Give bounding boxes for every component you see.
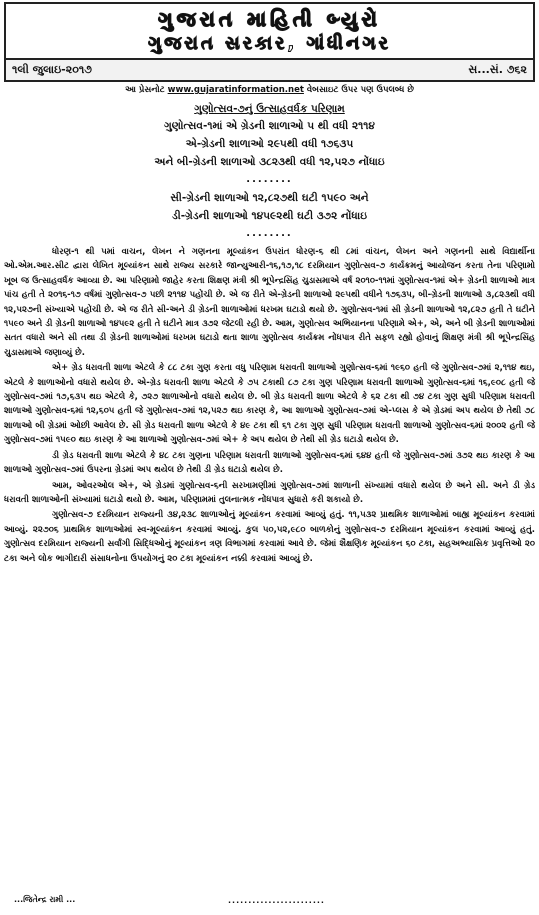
release-date: ૧લી જુલાઇ-૨૦૧૭ bbox=[12, 63, 92, 76]
body-paragraph: એ+ ગ્રેડ ધરાવતી શાળા એટલે કે ૮૮ ટકા ગુણ કરતા વધુ પરિણામ ધરાવતી શાળાઓ ગુણોત્સવ-૬માં ૧૯૬૦ હતી જે ગુણોત્સવ-૭માં ૨,૧૧૪ થઇ, એટલે કે શાળાઓનો વધારો થયેલ છે. એ-ગ્રેડ ધરાવતી શાળા એટલે કે ૭૫ ટકાથી ૮૭ ટકા ગુણ પરિણામ ધરાવતી શાળાઓ ગુણોત્સવ-૬માં ૧૬,૯૦૮ હતી જે ગુણોત્સવ-૭માં ૧૭,૬૩૫ થઇ એટલે કે, ૭૨૭ શાળાઓનો વધારો થયેલ છે. બી ગ્રેડ ધરાવતી શાળા એટલે કે ૬૨ ટકા થી ૭૪ ટકા ગુણ સુધી પરિણામ ધરાવતી શાળાઓ ગુણોત્સવ-૬માં ૧૨,૬૦૫ હતી જે ગુણોત્સવ-૭માં ૧૨,૫૨૭ થઇ કારણ કે, આ શાળાઓ ગુણોત્સવ-૭માં એ-પ્લસ કે એ ગ્રેડમાં અપ થયેલ છે તેથી ૭૮ શાળાઓ બી ગ્રેડમાં ઓછી આવેલ છે. સી ગ્રેડ ધરાવતી શાળા એટલે કે ૪૯ ટકા થી ૬૧ ટકા ગુણ સુધી પરિણામ ધરાવતી શાળાઓ ગુણોત્સવ-૬માં ૨૦૦૨ હતી જે ગુણોત્સવ-૭માં ૧૫૯૦ થઇ કારણ કે આ શાળાઓ ગુણોત્સવ-૭માં એ+ કે અપ થયેલ છે તેથી સી ગ્રેડ ઘટાડો થયેલ છે. bbox=[4, 363, 535, 446]
headline-line: એ-ગ્રેડની શાળાઓ ૨૯૫થી વધી ૧૭૬૩૫ bbox=[185, 138, 354, 150]
headline-main: ગુણોત્સવ-૭નું ઉત્સાહવર્ધક પરિણામ bbox=[194, 103, 345, 115]
website-notice-prefix: આ પ્રેસનોટ bbox=[125, 85, 165, 95]
headline-line: ગુણોત્સવ-૧માં એ ગ્રેડની શાળાઓ ૫ થી વધી ૨૧૧૪ bbox=[164, 120, 375, 132]
headline-line: સી-ગ્રેડની શાળાઓ ૧૨,૮૨૭થી ઘટી ૧૫૯૦ અને bbox=[170, 192, 369, 204]
website-notice-suffix: વેબસાઇટ ઉપર પણ ઉપલબ્ધ છે bbox=[306, 85, 414, 95]
date-bar bbox=[4, 60, 535, 82]
masthead-title: ગુજરાત માહિતી બ્યુરો bbox=[158, 7, 381, 31]
website-notice bbox=[4, 85, 535, 97]
signature: ...જિતેન્દ્ર રામી ... bbox=[14, 895, 76, 904]
headline-block bbox=[4, 101, 535, 243]
body-paragraph: ધોરણ-૧ થી ૫માં વાચન, લેખન ને ગણનના મૂલ્યાંકન ઉપરાંત ધોરણ-૬ થી ૮માં વાંચન, લેખન અને ગણનની સાથે વિદ્યાર્થીના ઓ.એમ.આર.સીટ દ્વારા લેખિત મૂલ્યાંકન સાથે રાજ્ય સરકારે જાન્યુઆરી-૧૬,૧૭,૧૮ દરમિયાન ગુણોત્સવ-૭ કાર્યક્રમનું આયોજન કરતા તેના પરિણામો ખૂબ જ ઉત્સાહવર્ધક આવ્યા છે. આ પરિણામો જાહેર કરતા શિક્ષણ મંત્રી શ્રી ભૂપેન્દ્રસિંહ ચુડાસમાએ વર્ષ ૨૦૧૦-૧૧માં ગુણોત્સવ-૧માં એ+ ગ્રેડની શાળાઓ માત્ર પાંચ હતી તે ૨૦૧૬-૧૭ વર્ષમાં ગુણોત્સવ-૭ પછી ૨૧૧૪ પહોંચી છે. એ જ રીતે એ-ગ્રેડની શાળાઓ ૨૯૫થી વધીને ૧૭૬૩૫, બી-ગ્રેડની શાળાઓ ૩,૮૨૩થી વધી ૧૨,૫૨૭ની સંખ્યાએ પહોંચી છે. એ જ રીતે સી-અને ડી ગ્રેડની શાળાઓમાં ધરખમ ઘટાડો થયો છે. ગુણોત્સવ-૧માં સી ગ્રેડની શાળાઓ ૧૨,૮૨૭ હતી તે ઘટીને ૧૫૯૦ અને ડી ગ્રેડની શાળાઓ ૧૪૫૯૨ હતી તે ઘટીને માત્ર ૩૭૨ જેટલી રહી છે. આમ, ગુણોત્સવ અભિયાનના પરિણામે એ+, એ, અને બી ગ્રેડની શાળાઓમાં સતત વધારો અને સી તથા ડી ગ્રેડની શાળાઓમાં ધરખમ ઘટાડો થતા શાળા ગુણોત્સવ કાર્યક્રમ નોંધપાત્ર રીતે સફળ રહ્યો હોવાનું શિક્ષણ મંત્રી શ્રી ભૂપેન્દ્રસિંહ ચુડાસમાએ જણાવ્યું છે. bbox=[4, 247, 535, 358]
masthead-subtitle: ગુજરાત સરકાર, ગાંધીનગર bbox=[148, 33, 391, 54]
body-paragraph: ગુણોત્સવ-૭ દરમિયાન રાજ્યની ૩૪,૨૩૮ શાળાઓનું મૂલ્યાંકન કરવામાં આવ્યું હતું. ૧૧,૫૩૨ પ્રાથમિક શાળાઓમાં બાહ્ય મૂલ્યાંકન કરવામાં આવ્યું. ૨૨૭૦૬ પ્રાથમિક શાળાઓમાં સ્વ-મૂલ્યાંકન કરવામાં આવ્યું. કુલ ૫૦,૫૨,૯૮૦ બાળકોનું ગુણોત્સવ-૭ દરમિયાન મૂલ્યાંકન કરવામાં આવ્યું હતું. ગુણોત્સવ દરમિયાન રાજ્યની સર્વાંગી સિદ્ધિઓનું મૂલ્યાંકન ત્રણ વિભાગમાં કરવામાં આવે છે. જેમાં શૈક્ષણિક મૂલ્યાંકન ૬૦ ટકા, સહઅભ્યાસિક પ્રવૃત્તિઓ ૨૦ ટકા અને લોક ભાગીદારી સંસાધનોના ઉપયોગનું ૨૦ ટકા મૂલ્યાંકન નક્કી કરવામાં આવ્યું છે. bbox=[4, 510, 535, 564]
body-paragraph: આમ, ઓવરઓલ એ+, એ ગ્રેડમાં ગુણોત્સવ-૬ની સરખામણીમાં ગુણોત્સવ-૭માં શાળાની સંખ્યામાં વધારો થયેલ છે અને સી. અને ડી ગ્રેડ ધરાવતી શાળાઓની સંખ્યામાં ઘટાડો થયો છે. આમ, પરિણામમાં તુલનાત્મક નોંધપાત્ર સુધારો કરી શકાયો છે. bbox=[4, 480, 535, 505]
footer-dots: ........................ bbox=[228, 896, 325, 905]
separator-dots: ........ bbox=[246, 174, 293, 185]
headline-line: ડી-ગ્રેડની શાળાઓ ૧૪૫૯૨થી ઘટી ૩૭૨ નોંધાઇ bbox=[172, 210, 367, 222]
body-paragraph: ડી ગ્રેડ ધરાવતી શાળા એટલે કે ૪૮ ટકા ગુણના પરિણામ ધરાવતી શાળાઓ ગુણોત્સવ-૬માં ૬૪૪ હતી જે ગુણોત્સવ-૭માં ૩૭૨ થઇ કારણ કે આ શાળાઓ ગુણોત્સવ-૭માં ઉપરના ગ્રેડમાં અપ થયેલ છે તેથી ડી ગ્રેડ ઘટાડો થયેલ છે. bbox=[4, 450, 535, 476]
masthead bbox=[4, 2, 535, 60]
body-text bbox=[4, 245, 535, 566]
separator-dots: ........ bbox=[246, 228, 293, 239]
website-url[interactable]: www.gujaratinformation.net bbox=[167, 85, 304, 95]
headline-line: અને બી-ગ્રેડની શાળાઓ ૩૮૨૩થી વધી ૧૨,૫૨૭ નોંધાઇ bbox=[154, 156, 385, 168]
release-number: સ...સં. ૭૬૨ bbox=[468, 63, 527, 76]
